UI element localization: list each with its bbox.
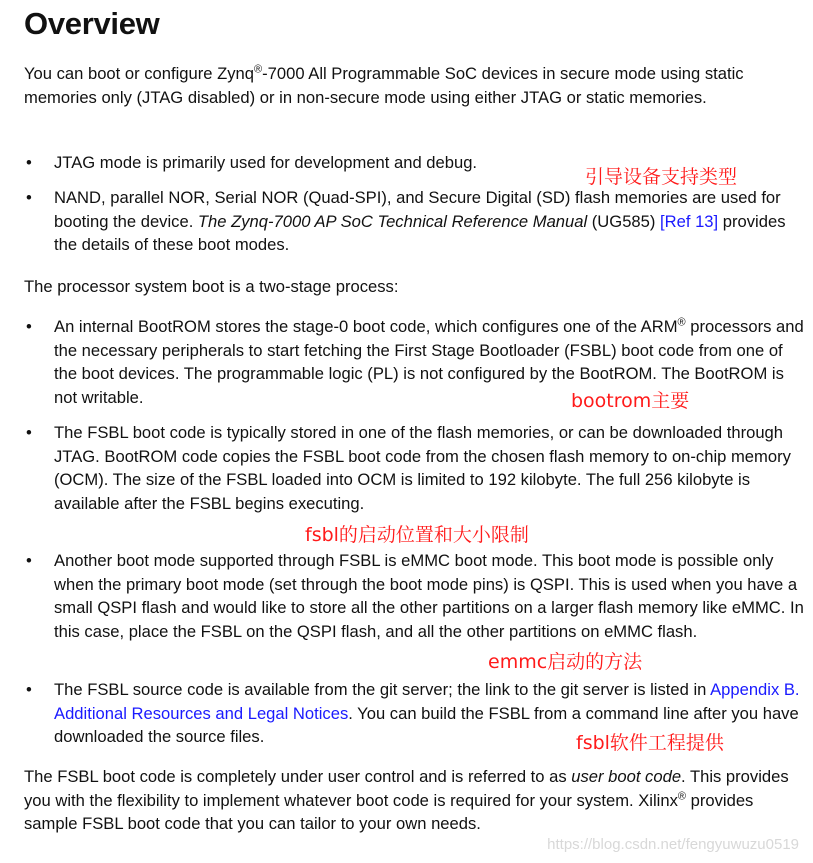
text: (UG585) [587, 211, 661, 231]
text: provides sample FSBL boot code that you can tailor to your own needs. [24, 790, 754, 833]
page-title: Overview [24, 6, 160, 41]
bullet: • [26, 153, 32, 172]
watermark: https://blog.csdn.net/fengyuwuzu0519 [547, 836, 799, 853]
list-item [26, 315, 804, 409]
text: provides the details of these boot modes. [54, 211, 786, 254]
ref-13-link[interactable]: [Ref 13] [660, 211, 719, 231]
annotation-fsbl-source: fsbl软件工程提供 [576, 732, 724, 754]
text: -7000 All Programmable SoC devices in secure mode using static memories only (JTAG disabled) or in non-secure mode using either JTAG or static memories. [24, 64, 744, 107]
italic-term: user boot code [571, 767, 682, 786]
list-item [26, 549, 804, 643]
text: You can boot or configure Zynq [24, 64, 255, 83]
list-item [26, 186, 804, 257]
text: Another boot mode supported through FSBL is eMMC boot mode. This boot mode is possible only when the primary boot mode (set through the boot mode pins) is QSPI. This is used when you have a small QSPI flash and would like to store all the other partitions on a larger flash memory like eMMC. In this case, place the FSBL on the QSPI flash, and all the other partitions on eMMC flash. [54, 551, 804, 641]
intro-paragraph [24, 62, 802, 109]
text: The FSBL source code is available from the git server; the link to the git server is listed in [54, 680, 711, 699]
text: . This provides you with the flexibility to implement whatever boot code is required for your system. Xilinx [24, 767, 789, 810]
process-intro: The processor system boot is a two-stage process: [24, 277, 399, 296]
text: An internal BootROM stores the stage-0 boot code, which configures one of the ARM [54, 317, 678, 336]
text: processors and the necessary peripherals to start fetching the First Stage Bootloader (FSBL) boot code from one of the boot devices. The programmable logic (PL) is not configured by the BootROM. The BootROM is not writable. [54, 317, 804, 407]
list-item [26, 421, 804, 515]
annotation-boot-devices: 引导设备支持类型 [585, 166, 738, 188]
registered-mark: ® [677, 789, 687, 802]
text: The FSBL boot code is completely under user control and is referred to as [24, 767, 572, 786]
manual-title: The Zynq-7000 AP SoC Technical Reference Manual [197, 211, 588, 231]
annotation-emmc: emmc启动的方法 [488, 651, 643, 673]
text: JTAG mode is primarily used for development and debug. [54, 153, 478, 172]
text: . You can build the FSBL from a command line after you have downloaded the source files. [54, 703, 799, 746]
appendix-b-link[interactable]: Appendix B. Additional Resources and Legal Notices [54, 680, 800, 723]
closing-paragraph [24, 765, 802, 836]
annotation-bootrom: bootrom主要 [571, 390, 690, 412]
bullet: • [26, 680, 32, 699]
text: NAND, parallel NOR, Serial NOR (Quad-SPI), and Secure Digital (SD) flash memories are used for booting the device. [54, 188, 781, 231]
bullet: • [26, 188, 32, 207]
registered-mark: ® [677, 316, 686, 329]
text: The FSBL boot code is typically stored in one of the flash memories, or can be downloaded through JTAG. BootROM code copies the FSBL boot code from the chosen flash memory to on-chip memory (OCM). The size of the FSBL loaded into OCM is limited to 192 kilobyte. The full 256 kilobyte is available after the FSBL begins executing. [54, 423, 791, 513]
bullet: • [26, 551, 32, 570]
bullet: • [26, 317, 32, 336]
registered-mark: ® [254, 63, 263, 76]
annotation-fsbl-location: fsbl的启动位置和大小限制 [305, 524, 529, 546]
bullet: • [26, 423, 32, 442]
